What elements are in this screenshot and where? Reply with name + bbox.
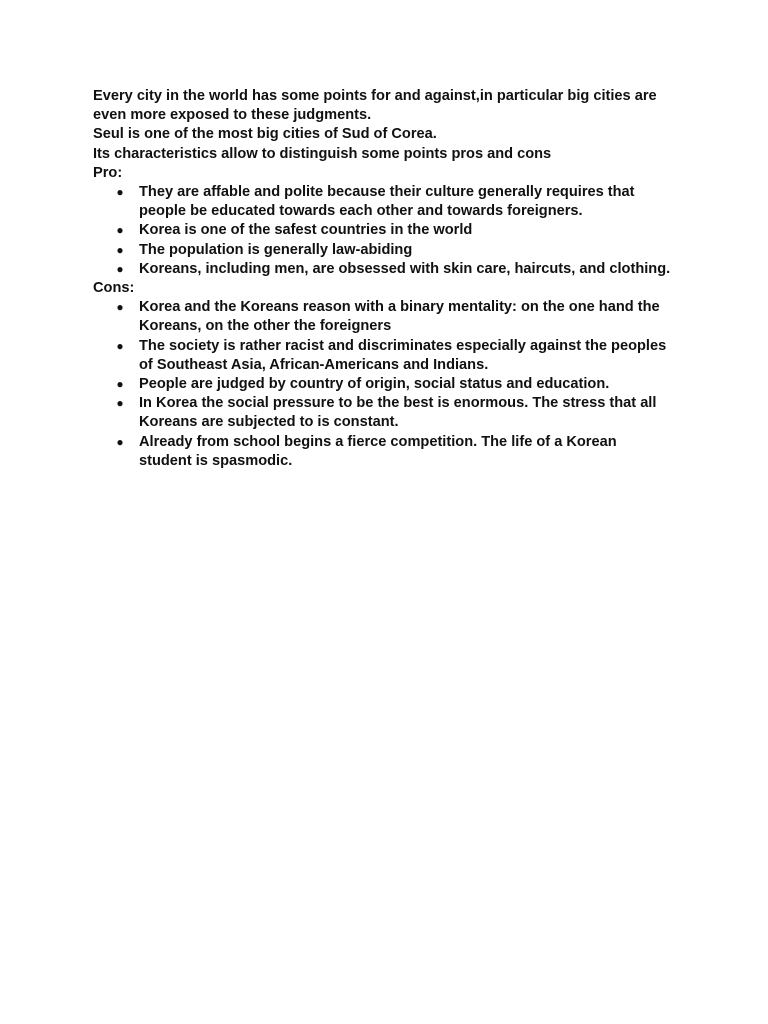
list-item-text: In Korea the social pressure to be the best is enormous. The stress that all Koreans are subjected to is constant. xyxy=(139,395,657,431)
bullet-icon: ● xyxy=(116,242,124,257)
bullet-icon: ● xyxy=(116,434,124,449)
list-item xyxy=(116,394,673,432)
intro-paragraph: Every city in the world has some points for and against,in particular big cities are even more exposed to these judgments. xyxy=(93,88,657,124)
list-item xyxy=(116,337,673,375)
intro-paragraph: Seul is one of the most big cities of Sud of Corea. xyxy=(93,126,437,143)
list-item-text: Koreans, including men, are obsessed with skin care, haircuts, and clothing. xyxy=(139,260,671,277)
bullet-icon: ● xyxy=(116,377,124,392)
list-item xyxy=(116,260,673,279)
document-body xyxy=(93,87,673,471)
pros-list xyxy=(93,183,673,279)
list-item-text: Korea and the Koreans reason with a binary mentality: on the one hand the Koreans, on the other the foreigners xyxy=(139,299,660,335)
pros-heading: Pro: xyxy=(93,164,123,181)
list-item-text: The society is rather racist and discriminates especially against the peoples of Southeast Asia, African-Americans and Indians. xyxy=(139,337,667,373)
list-item-text: They are affable and polite because their culture generally requires that people be educated towards each other and towards foreigners. xyxy=(139,184,635,220)
bullet-icon: ● xyxy=(116,185,124,200)
list-item xyxy=(116,241,673,260)
list-item-text: Already from school begins a fierce competition. The life of a Korean student is spasmodic. xyxy=(139,433,617,469)
bullet-icon: ● xyxy=(116,338,124,353)
list-item xyxy=(116,221,673,240)
bullet-icon: ● xyxy=(116,396,124,411)
bullet-icon: ● xyxy=(116,300,124,315)
list-item xyxy=(116,433,673,471)
list-item xyxy=(116,375,673,394)
intro-paragraph: Its characteristics allow to distinguish some points pros and cons xyxy=(93,145,552,162)
bullet-icon: ● xyxy=(116,223,124,238)
list-item-text: The population is generally law-abiding xyxy=(139,241,413,258)
list-item xyxy=(116,298,673,336)
bullet-icon: ● xyxy=(116,261,124,276)
cons-heading: Cons: xyxy=(93,280,135,297)
list-item-text: Korea is one of the safest countries in the world xyxy=(139,222,473,239)
list-item-text: People are judged by country of origin, social status and education. xyxy=(139,376,610,393)
cons-list xyxy=(93,298,673,471)
list-item xyxy=(116,183,673,221)
